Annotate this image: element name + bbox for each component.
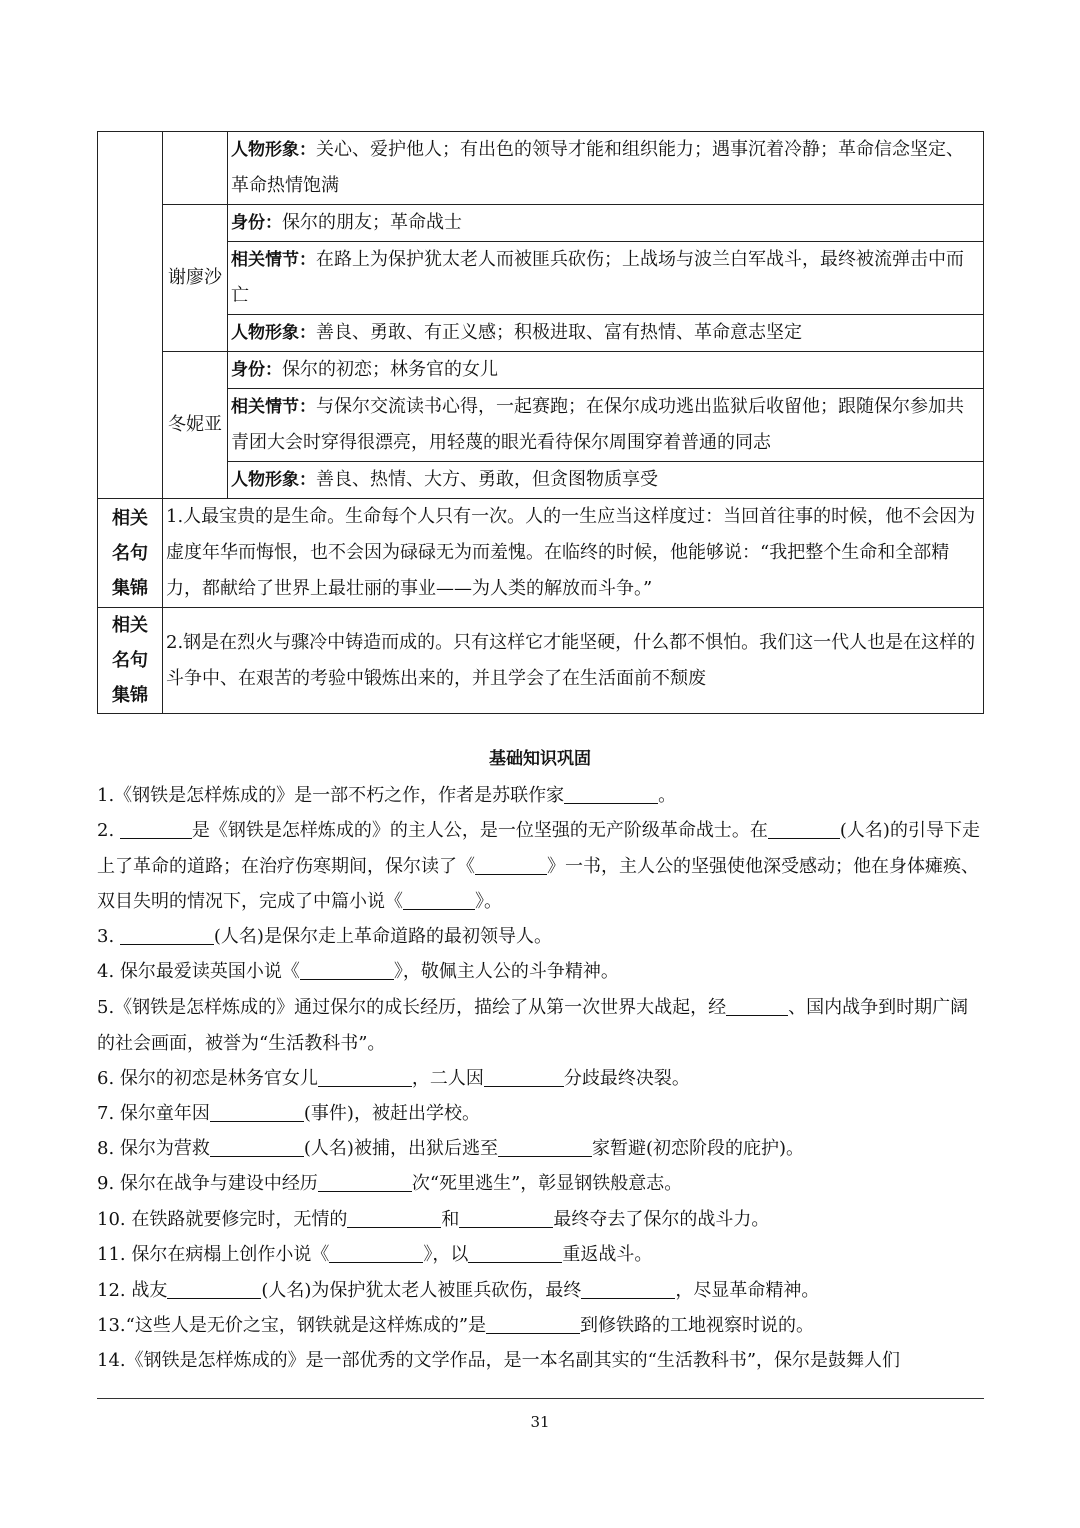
question-12: 12. 战友 (人名)为保护犹太老人被匪兵砍伤，最终 ，尽显革命精神。: [97, 1280, 820, 1301]
answer-blank: [498, 1136, 592, 1157]
character-name: 冬妮亚: [163, 352, 228, 499]
answer-blank: [347, 1207, 441, 1228]
answer-blank: [486, 1313, 580, 1334]
answer-blank: [167, 1278, 261, 1299]
quotes-label: 相关 名句 集锦: [98, 499, 163, 608]
plot-text: 在路上为保护犹太老人而被匪兵砍伤；上战场与波兰白军战斗，最终被流弹击中而亡: [231, 249, 964, 306]
character-name: 谢廖沙: [163, 205, 228, 352]
character-image-cell: [228, 462, 984, 499]
empty-category-cell: [98, 132, 163, 499]
plot-text: 与保尔交流读书心得，一起赛跑；在保尔成功逃出监狱后收留他；跟随保尔参加共青团大会时穿得很漂亮，用轻蔑的眼光看待保尔周围穿着普通的同志: [231, 396, 964, 453]
table-row: [98, 242, 984, 315]
question-8: 8. 保尔为营救 (人名)被捕，出狱后逃至 家暂避(初恋阶段的庇护)。: [97, 1138, 804, 1159]
character-table: [97, 131, 984, 714]
question-14: 14.《钢铁是怎样炼成的》是一部优秀的文学作品，是一本名副其实的“生活教科书”，保尔是鼓舞人们: [97, 1350, 901, 1371]
quote-text: 1.人最宝贵的是生命。生命每个人只有一次。人的一生应当这样度过：当回首往事的时候，他不会因为虚度年华而悔恨，也不会因为碌碌无为而羞愧。在临终的时候，他能够说：“我把整个生命和全部精力，都献给了世界上最壮丽的事业——为人类的解放而斗争。”: [163, 499, 984, 608]
table-row: [98, 608, 984, 714]
identity-label: 身份：: [231, 213, 282, 233]
answer-blank: [484, 1066, 564, 1087]
question-6: 6. 保尔的初恋是林务官女儿 ，二人因 分歧最终决裂。: [97, 1068, 690, 1089]
answer-blank: [403, 889, 475, 910]
answer-blank: [120, 924, 214, 945]
answer-blank: [459, 1207, 553, 1228]
answer-blank: [210, 1101, 304, 1122]
image-text: 关心、爱护他人；有出色的领导才能和组织能力；遇事沉着冷静；革命信念坚定、革命热情饱满: [231, 139, 964, 196]
table-row: [98, 499, 984, 608]
question-13: 13.“这些人是无价之宝，钢铁就是这样炼成的”是 到修铁路的工地视察时说的。: [97, 1315, 815, 1336]
plot-label: 相关情节：: [231, 250, 316, 270]
table-row: [98, 132, 984, 205]
image-label: 人物形象：: [231, 470, 316, 490]
identity-text: 保尔的朋友；革命战士: [282, 212, 462, 233]
quote-text: 2.钢是在烈火与骤冷中铸造而成的。只有这样它才能坚硬，什么都不惧怕。我们这一代人也是在这样的斗争中、在艰苦的考验中锻炼出来的，并且学会了在生活面前不颓废: [163, 608, 984, 714]
image-text: 善良、勇敢、有正义感；积极进取、富有热情、革命意志坚定: [316, 322, 802, 343]
question-4: 4. 保尔最爱读英国小说《 》，敬佩主人公的斗争精神。: [97, 961, 619, 982]
question-1: 1.《钢铁是怎样炼成的》是一部不朽之作，作者是苏联作家 。: [97, 785, 677, 806]
answer-blank: [210, 1136, 304, 1157]
page-number: 31: [530, 1413, 550, 1431]
table-row: [98, 315, 984, 352]
table-row: [98, 389, 984, 462]
character-image-cell: [228, 132, 984, 205]
identity-text: 保尔的初恋；林务官的女儿: [282, 359, 498, 380]
identity-cell: [228, 205, 984, 242]
quotes-label: 相关 名句 集锦: [98, 608, 163, 714]
table-row: [98, 352, 984, 389]
identity-label: 身份：: [231, 360, 282, 380]
identity-cell: [228, 352, 984, 389]
plot-cell: [228, 389, 984, 462]
plot-label: 相关情节：: [231, 397, 316, 417]
image-text: 善良、热情、大方、勇敢，但贪图物质享受: [316, 469, 658, 490]
answer-blank: [581, 1278, 675, 1299]
table-row: [98, 462, 984, 499]
empty-name-cell: [163, 132, 228, 205]
answer-blank: [318, 1066, 412, 1087]
plot-cell: [228, 242, 984, 315]
answer-blank: [468, 1242, 562, 1263]
question-7: 7. 保尔童年因 (事件)，被赶出学校。: [97, 1103, 480, 1124]
answer-blank: [768, 818, 840, 839]
section-title: 基础知识巩固: [489, 749, 591, 769]
image-label: 人物形象：: [231, 323, 316, 343]
answer-blank: [120, 818, 192, 839]
question-3: 3. (人名)是保尔走上革命道路的最初领导人。: [97, 926, 552, 947]
question-5: 5.《钢铁是怎样炼成的》通过保尔的成长经历，描绘了从第一次世界大战起，经 、国内战争到时期广阔的社会画面，被誉为“生活教科书”。: [97, 997, 969, 1054]
question-9: 9. 保尔在战争与建设中经历 次“死里逃生”，彰显钢铁般意志。: [97, 1173, 683, 1194]
answer-blank: [726, 995, 788, 1016]
footer-divider: [97, 1398, 984, 1399]
answer-blank: [564, 783, 658, 804]
answer-blank: [329, 1242, 423, 1263]
image-label: 人物形象：: [231, 140, 316, 160]
question-11: 11. 保尔在病榻上创作小说《 》，以 重返战斗。: [97, 1244, 653, 1265]
question-10: 10. 在铁路就要修完时，无情的 和 最终夺去了保尔的战斗力。: [97, 1209, 770, 1230]
answer-blank: [475, 854, 547, 875]
character-image-cell: [228, 315, 984, 352]
answer-blank: [318, 1171, 412, 1192]
table-row: [98, 205, 984, 242]
question-2: 2. 是《钢铁是怎样炼成的》的主人公，是一位坚强的无产阶级革命战士。在 (人名)的引导下走上了革命的道路；在治疗伤寒期间，保尔读了《 》一书，主人公的坚强使他深受感动；他在身体瘫痪、双目失明的情况下，完成了中篇小说《 》。: [97, 820, 980, 912]
answer-blank: [300, 959, 394, 980]
